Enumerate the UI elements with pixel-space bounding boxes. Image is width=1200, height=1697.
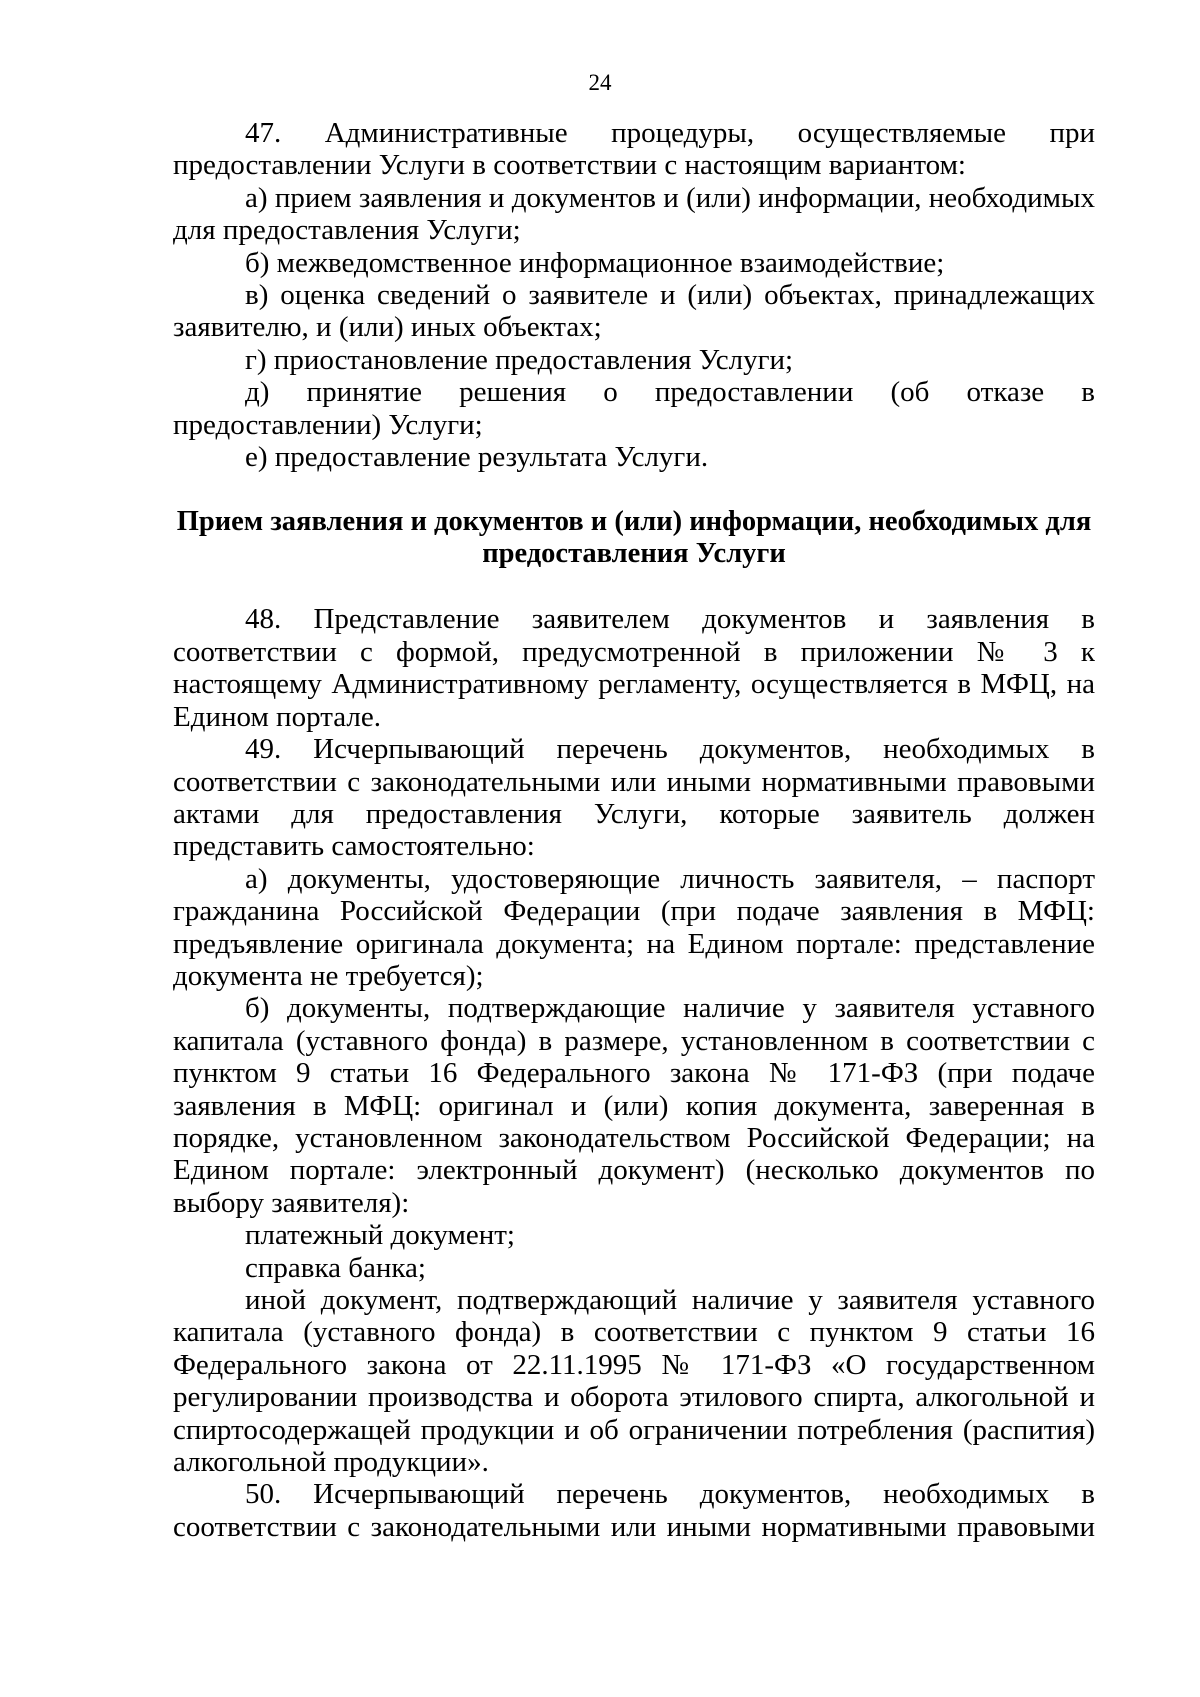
paragraph-49: 49. Исчерпывающий перечень документов, необходимых в соответствии с законодательными или иными нормативными правовыми актами для предоставления Услуги, которые заявитель должен представить самостоятельно: bbox=[173, 733, 1095, 863]
list-item-bank-statement: справка банка; bbox=[245, 1251, 426, 1284]
list-item-e: е) предоставление результата Услуги. bbox=[245, 441, 709, 474]
paragraph-49-item-b: б) документы, подтверждающие наличие у заявителя уставного капитала (уставного фонда) в размере, установленном в соответствии с пунктом 9 статьи 16 Федерального закона № 171-ФЗ (при подаче заявления в МФЦ: оригинал и (или) копия документа, заверенная в порядке, установленном законодательством Российской Федерации; на Едином портале: электронный документ) (несколько документов по выбору заявителя): bbox=[173, 992, 1095, 1219]
paragraph-48: 48. Представление заявителем документов и заявления в соответствии с формой, предусмотренной в приложении № 3 к настоящему Административному регламенту, осуществляется в МФЦ, на Едином портале. bbox=[173, 603, 1095, 733]
list-item-payment-document: платежный документ; bbox=[245, 1219, 515, 1252]
paragraph-47: 47. Административные процедуры, осуществляемые при предоставлении Услуги в соответствии с настоящим вариантом: bbox=[173, 117, 1095, 182]
paragraph-49-item-a: а) документы, удостоверяющие личность заявителя, – паспорт гражданина Российской Федерации (при подаче заявления в МФЦ: предъявление оригинала документа; на Едином портале: представление документа не требуется); bbox=[173, 862, 1095, 992]
list-item-v: в) оценка сведений о заявителе и (или) объектах, принадлежащих заявителю, и (или) иных объектах; bbox=[173, 279, 1095, 344]
document-body bbox=[173, 117, 1095, 1543]
section-heading: Прием заявления и документов и (или) информации, необходимых для предоставления Услуги bbox=[176, 506, 1092, 570]
page-number: 24 bbox=[588, 70, 612, 95]
list-item-b: б) межведомственное информационное взаимодействие; bbox=[245, 246, 945, 279]
list-item-g: г) приостановление предоставления Услуги; bbox=[245, 343, 794, 376]
paragraph-50: 50. Исчерпывающий перечень документов, необходимых в соответствии с законодательными или иными нормативными правовыми bbox=[173, 1478, 1095, 1543]
list-item-d: д) принятие решения о предоставлении (об отказе в предоставлении) Услуги; bbox=[173, 376, 1095, 441]
list-item-other-document: иной документ, подтверждающий наличие у заявителя уставного капитала (уставного фонда) в соответствии с пунктом 9 статьи 16 Федерального закона от 22.11.1995 № 171-ФЗ «О государственном регулировании производства и оборота этилового спирта, алкогольной и спиртосодержащей продукции и об ограничении потребления (распития) алкогольной продукции». bbox=[173, 1284, 1095, 1479]
list-item-a: а) прием заявления и документов и (или) информации, необходимых для предоставления Услуги; bbox=[173, 181, 1095, 247]
